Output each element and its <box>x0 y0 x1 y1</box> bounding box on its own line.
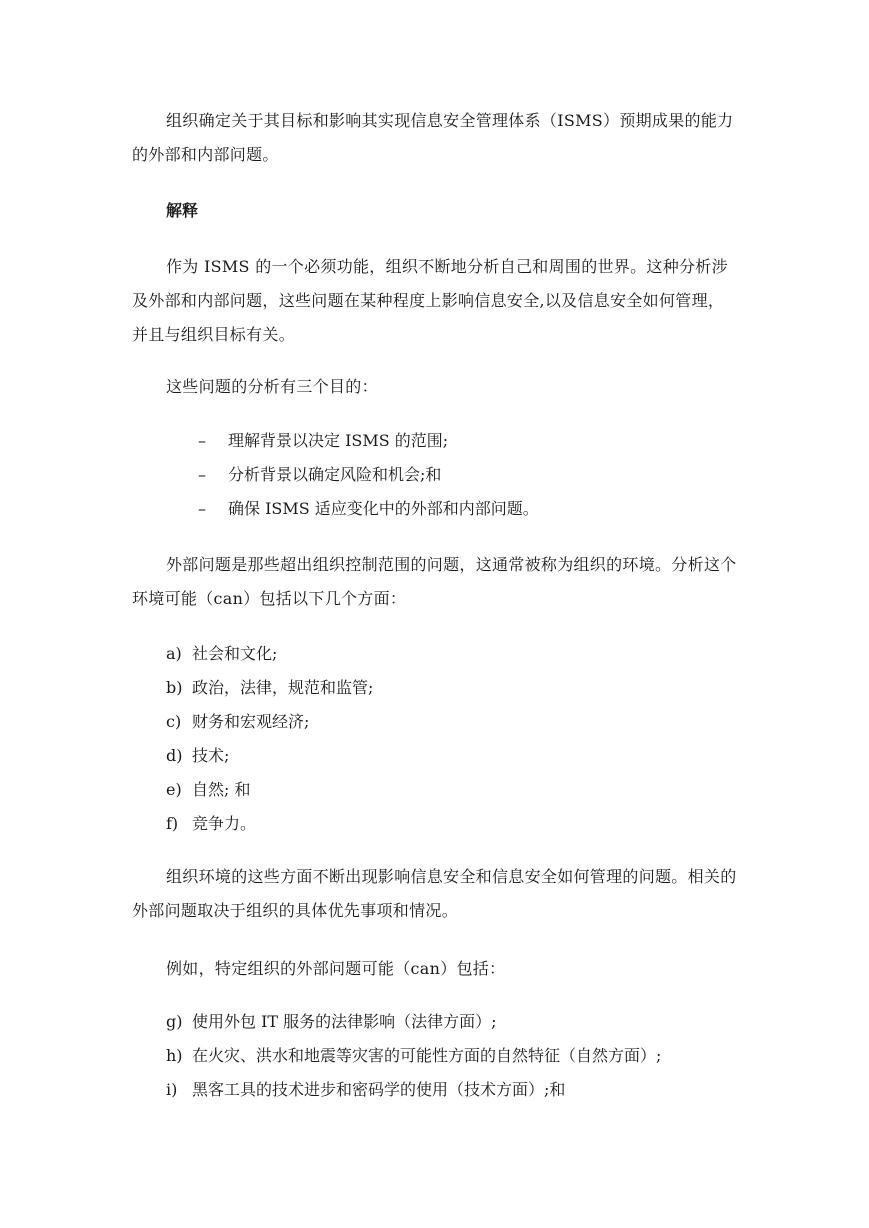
list-item: – 理解背景以决定 ISMS 的范围; <box>198 431 449 450</box>
aspects-list <box>166 637 373 841</box>
list-item: g) 使用外包 IT 服务的法律影响（法律方面）; <box>166 1012 497 1031</box>
purposes-paragraph: 这些问题的分析有三个目的： <box>166 377 378 396</box>
intro-paragraph: 组织确定关于其目标和影响其实现信息安全管理体系（ISMS）预期成果的能力的外部和内部问题。 <box>132 111 734 164</box>
examples-list <box>166 1005 661 1107</box>
list-item: a) 社会和文化; <box>166 644 278 663</box>
function-paragraph: 作为 ISMS 的一个必须功能，组织不断地分析自己和周围的世界。这种分析涉及外部和内部问题，这些问题在某种程度上影响信息安全,以及信息安全如何管理，并且与组织目标有关。 <box>132 257 728 344</box>
list-item: f) 竞争力。 <box>166 814 257 833</box>
list-item: b) 政治，法律，规范和监管; <box>166 678 374 697</box>
external-issues-paragraph: 外部问题是那些超出组织控制范围的问题，这通常被称为组织的环境。分析这个环境可能（can）包括以下几个方面： <box>132 555 737 608</box>
list-item: h) 在火灾、洪水和地震等灾害的可能性方面的自然特征（自然方面）; <box>166 1046 662 1065</box>
list-item: e) 自然; 和 <box>166 780 251 799</box>
section-heading: 解释 <box>166 201 199 220</box>
list-item: i) 黑客工具的技术进步和密码学的使用（技术方面）;和 <box>166 1080 566 1099</box>
aspects-paragraph: 组织环境的这些方面不断出现影响信息安全和信息安全如何管理的问题。相关的外部问题取决于组织的具体优先事项和情况。 <box>132 867 737 920</box>
list-item: – 分析背景以确定风险和机会;和 <box>198 465 442 484</box>
list-item: d) 技术; <box>166 746 230 765</box>
example-paragraph: 例如，特定组织的外部问题可能（can）包括： <box>166 959 506 978</box>
list-item: c) 财务和宏观经济; <box>166 712 310 731</box>
purposes-list <box>198 424 539 526</box>
list-item: – 确保 ISMS 适应变化中的外部和内部问题。 <box>198 499 539 518</box>
